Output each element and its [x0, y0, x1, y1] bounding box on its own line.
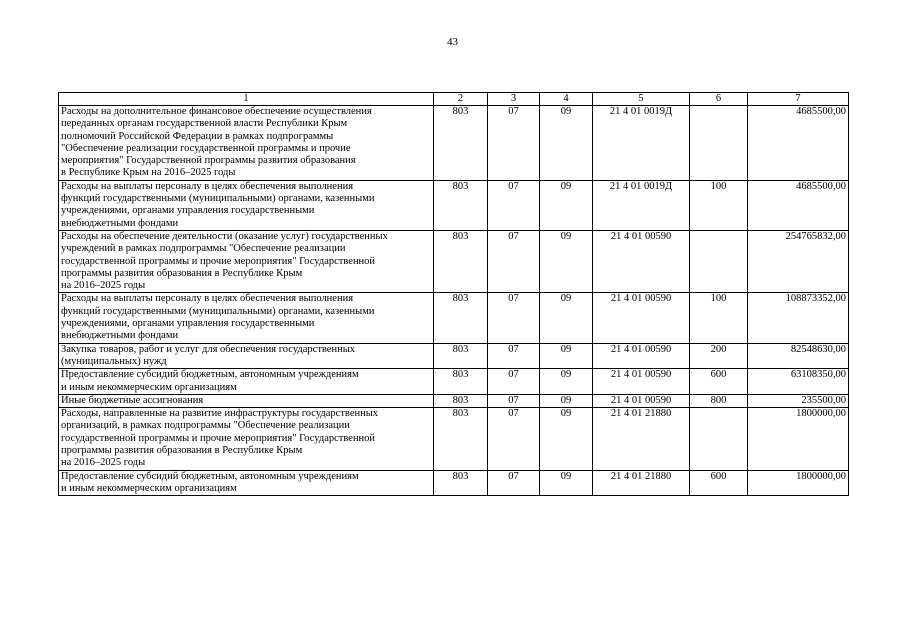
- target-article: 21 4 01 00590: [593, 343, 690, 369]
- table-body: [59, 106, 849, 496]
- description-line: Расходы, направленные на развитие инфраструктуры государственных: [61, 408, 379, 420]
- header-col-2: 2: [434, 93, 488, 106]
- description-line: в Республике Крым на 2016–2025 годы: [61, 167, 236, 179]
- target-article: 21 4 01 21880: [593, 470, 690, 496]
- expense-type: [690, 106, 748, 181]
- header-col-6: 6: [690, 93, 748, 106]
- admin-code: 803: [434, 180, 488, 230]
- section-code: 07: [488, 343, 540, 369]
- expense-type: 200: [690, 343, 748, 369]
- description-line: программы развития образования в Республике Крым: [61, 267, 303, 279]
- table-row: [59, 106, 849, 181]
- subsection-code: 09: [540, 230, 593, 292]
- expense-type: 600: [690, 470, 748, 496]
- target-article: 21 4 01 00590: [593, 293, 690, 343]
- description-line: внебюджетными фондами: [61, 217, 179, 229]
- section-code: 07: [488, 394, 540, 407]
- row-description: [59, 293, 434, 343]
- description-line: учреждениями, органами управления государственными: [61, 318, 315, 330]
- expense-type: [690, 408, 748, 470]
- section-code: 07: [488, 230, 540, 292]
- description-line: Иные бюджетные ассигнования: [61, 394, 204, 406]
- description-line: мероприятия" Государственной программы развития образования: [61, 155, 356, 167]
- description-line: на 2016–2025 годы: [61, 280, 146, 292]
- amount: 108873352,00: [748, 293, 849, 343]
- description-line: и иным некоммерческим организациям: [61, 482, 237, 494]
- description-line: "Обеспечение реализации государственной программы и прочие: [61, 142, 351, 154]
- section-code: 07: [488, 470, 540, 496]
- row-description: [59, 230, 434, 292]
- amount: 63108350,00: [748, 369, 849, 395]
- table-row: [59, 369, 849, 395]
- target-article: 21 4 01 0019Д: [593, 106, 690, 181]
- row-description: [59, 106, 434, 181]
- amount: 4685500,00: [748, 106, 849, 181]
- expense-type: 100: [690, 180, 748, 230]
- admin-code: 803: [434, 394, 488, 407]
- header-row: [59, 93, 849, 106]
- subsection-code: 09: [540, 293, 593, 343]
- description-line: Предоставление субсидий бюджетным, автономным учреждениям: [61, 470, 359, 482]
- target-article: 21 4 01 00590: [593, 369, 690, 395]
- admin-code: 803: [434, 470, 488, 496]
- amount: 4685500,00: [748, 180, 849, 230]
- table-row: [59, 230, 849, 292]
- row-description: [59, 369, 434, 395]
- admin-code: 803: [434, 408, 488, 470]
- admin-code: 803: [434, 230, 488, 292]
- header-col-1: 1: [59, 93, 434, 106]
- amount: 235500,00: [748, 394, 849, 407]
- section-code: 07: [488, 408, 540, 470]
- section-code: 07: [488, 106, 540, 181]
- row-description: [59, 394, 434, 407]
- expense-type: 600: [690, 369, 748, 395]
- budget-table: [58, 92, 849, 496]
- description-line: Закупка товаров, работ и услуг для обеспечения государственных: [61, 343, 356, 355]
- description-line: Расходы на выплаты персоналу в целях обеспечения выполнения: [61, 180, 354, 192]
- admin-code: 803: [434, 369, 488, 395]
- description-line: и иным некоммерческим организациям: [61, 381, 237, 393]
- section-code: 07: [488, 293, 540, 343]
- subsection-code: 09: [540, 343, 593, 369]
- table-row: [59, 180, 849, 230]
- description-line: учреждениями, органами управления государственными: [61, 205, 315, 217]
- description-line: Расходы на дополнительное финансовое обеспечение осуществления: [61, 106, 372, 117]
- description-line: Расходы на обеспечение деятельности (оказание услуг) государственных: [61, 230, 388, 242]
- description-line: функций государственными (муниципальными) органами, казенными: [61, 193, 375, 205]
- table-row: [59, 394, 849, 407]
- description-line: функций государственными (муниципальными) органами, казенными: [61, 305, 375, 317]
- header-col-7: 7: [748, 93, 849, 106]
- subsection-code: 09: [540, 106, 593, 181]
- amount: 1800000,00: [748, 408, 849, 470]
- target-article: 21 4 01 21880: [593, 408, 690, 470]
- table-row: [59, 343, 849, 369]
- description-line: Расходы на выплаты персоналу в целях обеспечения выполнения: [61, 293, 354, 305]
- subsection-code: 09: [540, 394, 593, 407]
- target-article: 21 4 01 0019Д: [593, 180, 690, 230]
- section-code: 07: [488, 369, 540, 395]
- description-line: переданных органам государственной власти Республики Крым: [61, 118, 348, 130]
- subsection-code: 09: [540, 369, 593, 395]
- subsection-code: 09: [540, 470, 593, 496]
- description-line: внебюджетными фондами: [61, 330, 179, 342]
- description-line: государственной программы и прочие мероприятия" Государственной: [61, 255, 376, 267]
- admin-code: 803: [434, 293, 488, 343]
- page-number: 43: [447, 36, 458, 48]
- section-code: 07: [488, 180, 540, 230]
- description-line: программы развития образования в Республике Крым: [61, 445, 303, 457]
- subsection-code: 09: [540, 408, 593, 470]
- row-description: [59, 180, 434, 230]
- table-row: [59, 293, 849, 343]
- description-line: Предоставление субсидий бюджетным, автономным учреждениям: [61, 369, 359, 381]
- row-description: [59, 470, 434, 496]
- row-description: [59, 408, 434, 470]
- header-col-5: 5: [593, 93, 690, 106]
- description-line: на 2016–2025 годы: [61, 457, 146, 469]
- description-line: (муниципальных) нужд: [61, 355, 167, 367]
- header-col-4: 4: [540, 93, 593, 106]
- expense-type: [690, 230, 748, 292]
- table-row: [59, 470, 849, 496]
- amount: 82548630,00: [748, 343, 849, 369]
- subsection-code: 09: [540, 180, 593, 230]
- description-line: организаций, в рамках подпрограммы "Обеспечение реализации: [61, 420, 350, 432]
- admin-code: 803: [434, 343, 488, 369]
- row-description: [59, 343, 434, 369]
- admin-code: 803: [434, 106, 488, 181]
- target-article: 21 4 01 00590: [593, 394, 690, 407]
- expense-type: 800: [690, 394, 748, 407]
- description-line: государственной программы и прочие мероприятия" Государственной: [61, 432, 376, 444]
- expense-type: 100: [690, 293, 748, 343]
- table-row: [59, 408, 849, 470]
- amount: 254765832,00: [748, 230, 849, 292]
- description-line: учреждений в рамках подпрограммы "Обеспечение реализации: [61, 243, 346, 255]
- target-article: 21 4 01 00590: [593, 230, 690, 292]
- description-line: полномочий Российской Федерации в рамках подпрограммы: [61, 130, 334, 142]
- amount: 1800000,00: [748, 470, 849, 496]
- header-col-3: 3: [488, 93, 540, 106]
